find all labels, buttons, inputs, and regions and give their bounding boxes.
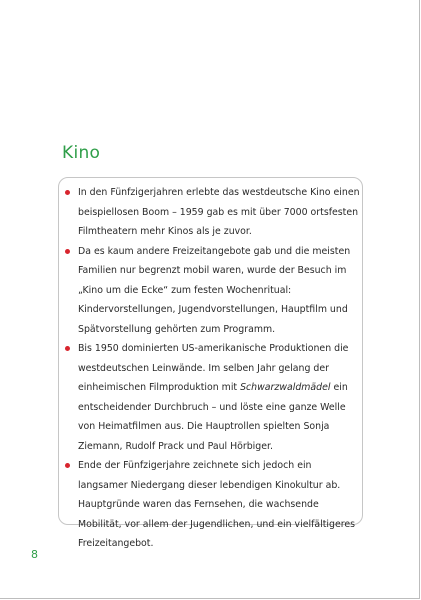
- bullet-dot-icon: [65, 190, 70, 195]
- bullet-text-end: ein entscheidender Durchbruch – und löste eine ganze Welle von Heimatfilmen aus. Die Hauptrollen spielten Sonja Ziemann, Rudolf Prack und Paul Hörbiger.: [78, 382, 348, 452]
- bullet-text: Ende der Fünfzigerjahre zeichnete sich jedoch ein langsamer Niedergang dieser lebendigen Kinokultur ab. Hauptgründe waren das Fernsehen, die wachsende Mobilität, vor allem der Jugendlichen, und ein vielfältigeres Freizeitangebot.: [78, 460, 356, 549]
- bullet-item: [59, 183, 362, 242]
- bullet-dot-icon: [65, 463, 70, 468]
- bullet-text-start: Bis 1950 dominierten US-amerikanische Produktionen die westdeutschen Leinwände. Im selben Jahr gelang der einheimischen Filmproduktion mit: [78, 343, 349, 393]
- bullet-dot-icon: [65, 249, 70, 254]
- bullet-text: In den Fünfzigerjahren erlebte das westdeutsche Kino einen beispiellosen Boom – 1959 gab es mit über 7000 ortsfesten Filmtheatern mehr Kinos als je zuvor.: [78, 187, 360, 237]
- section-title: Kino: [62, 143, 101, 163]
- bullet-item: [59, 339, 362, 456]
- page-number: 8: [31, 548, 38, 561]
- film-title-italic: Schwarzwaldmädel: [240, 382, 331, 393]
- bullet-text: Da es kaum andere Freizeitangebote gab und die meisten Familien nur begrenzt mobil waren, wurde der Besuch im „Kino um die Ecke“ zum festen Wochenritual: Kindervorstellungen, Jugendvorstellungen, Hauptfilm und Spätvorstellung gehörten zum Programm.: [78, 245, 351, 335]
- bullet-dot-icon: [65, 346, 70, 351]
- bullet-item: [59, 242, 362, 340]
- info-box: [58, 177, 363, 549]
- bullet-list: [59, 183, 362, 554]
- bullet-item: [59, 456, 362, 554]
